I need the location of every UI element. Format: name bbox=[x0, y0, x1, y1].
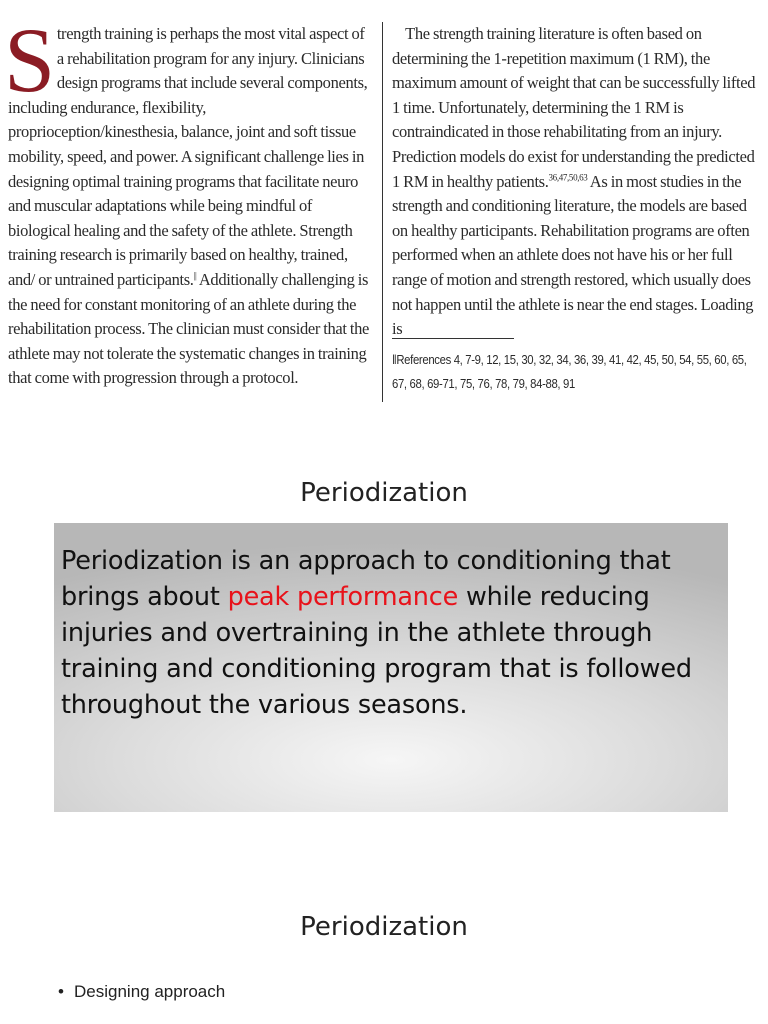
left-text-part1: trength training is perhaps the most vital aspect of a rehabilitation program for any injury. Clinicians design programs that include several components, including endurance, flexibility, proprioception/kinesthesia, balance, joint and soft tissue mobility, speed, and power. A significant challenge lies in designing optimal training programs that facilitate neuro and muscular adaptations while being mindful of biological healing and the safety of the athlete. Strength training research is primarily based on healthy, trained, and/ or untrained participants. bbox=[8, 24, 368, 289]
column-divider bbox=[382, 22, 383, 402]
bullet-list bbox=[58, 982, 225, 1002]
left-column-paragraph bbox=[4, 9, 372, 391]
left-column bbox=[4, 9, 372, 391]
footnote: ‖References 4, 7-9, 12, 15, 30, 32, 34, 36, 39, 41, 42, 45, 50, 54, 55, 60, 65, 67, 68, 69-71, 75, 76, 78, 79, 84-88, 91 bbox=[392, 352, 747, 391]
right-column-paragraph bbox=[392, 22, 760, 342]
reference-superscript: 36,47,50,63 bbox=[548, 172, 588, 183]
right-column bbox=[392, 22, 760, 342]
definition-text-end: while reducing injuries and overtraining in the athlete through training and conditioning program that is followed throughout the various seasons. bbox=[61, 582, 692, 720]
highlight-peak-performance: peak performance bbox=[227, 582, 459, 612]
footnote-rule bbox=[392, 338, 514, 339]
definition-text bbox=[61, 543, 729, 723]
bullet-item bbox=[58, 982, 225, 1002]
bullet-icon: • bbox=[58, 982, 64, 1001]
left-text-part2: Additionally challenging is the need for constant monitoring of an athlete during the rehabilitation process. The clinician must consider that the athlete may not tolerate the systematic changes in training that come with progression through a protocol. bbox=[8, 269, 370, 388]
right-text-part1: The strength training literature is often based on determining the 1-repetition maximum (1 RM), the maximum amount of weight that can be successfully lifted 1 time. Unfortunately, determining the 1 RM is contraindicated in those rehabilitating from an injury. Prediction models do exist for understanding the predicted 1 RM in healthy patients. bbox=[392, 24, 756, 191]
footnote-marker: || bbox=[193, 270, 197, 281]
article-scan bbox=[0, 0, 768, 425]
definition-text-start: Periodization is an approach to conditioning that brings about bbox=[61, 546, 671, 612]
dropcap: S bbox=[4, 9, 55, 111]
definition-slide bbox=[54, 523, 728, 812]
right-text-part2: As in most studies in the strength and conditioning literature, the models are based on healthy participants. Rehabilitation programs are often performed when an athlete does not have his or her full range of motion and strength restored, which usually does not happen until the athlete is near the end stages. Loading is bbox=[392, 171, 754, 339]
section-heading-periodization: Periodization bbox=[300, 478, 468, 508]
section-heading-periodization-2: Periodization bbox=[300, 912, 468, 942]
bullet-item-text: Designing approach bbox=[74, 982, 226, 1001]
